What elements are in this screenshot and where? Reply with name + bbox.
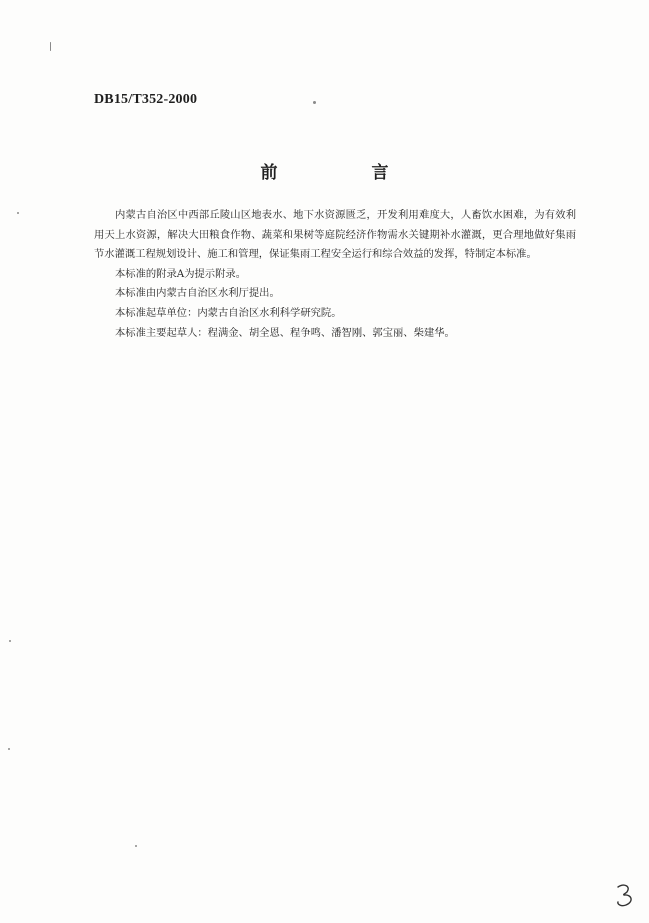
paragraph-drafting-unit: 本标准起草单位：内蒙古自治区水利科学研究院。 [115, 306, 342, 319]
section-title: 前 言 [260, 163, 433, 183]
standard-code: DB15/T352-2000 [94, 92, 198, 107]
foreword-body [94, 206, 576, 343]
scan-speck [313, 101, 316, 104]
scan-speck [9, 640, 11, 642]
paragraph-drafters: 本标准主要起草人：程满金、胡全恩、程争鸣、潘智刚、郭宝丽、柴建华。 [115, 326, 455, 339]
paragraph-proposer: 本标准由内蒙古自治区水利厅提出。 [115, 287, 280, 300]
paragraph-intro: 内蒙古自治区中西部丘陵山区地表水、地下水资源匮乏，开发利用难度大，人畜饮水困难，为有效利用天上水资源，解决大田粮食作物、蔬菜和果树等庭院经济作物需水关键期补水灌溉，更合理地做好集雨节水灌溉工程规划设计、施工和管理，保证集雨工程安全运行和综合效益的发挥，特制定本标准。 [94, 209, 576, 261]
scan-speck [135, 845, 137, 847]
scan-speck [8, 748, 10, 750]
paragraph-appendix: 本标准的附录A为提示附录。 [115, 267, 246, 280]
scan-speck [17, 212, 19, 214]
handwritten-page-mark [612, 882, 638, 908]
scan-speck [50, 42, 51, 51]
